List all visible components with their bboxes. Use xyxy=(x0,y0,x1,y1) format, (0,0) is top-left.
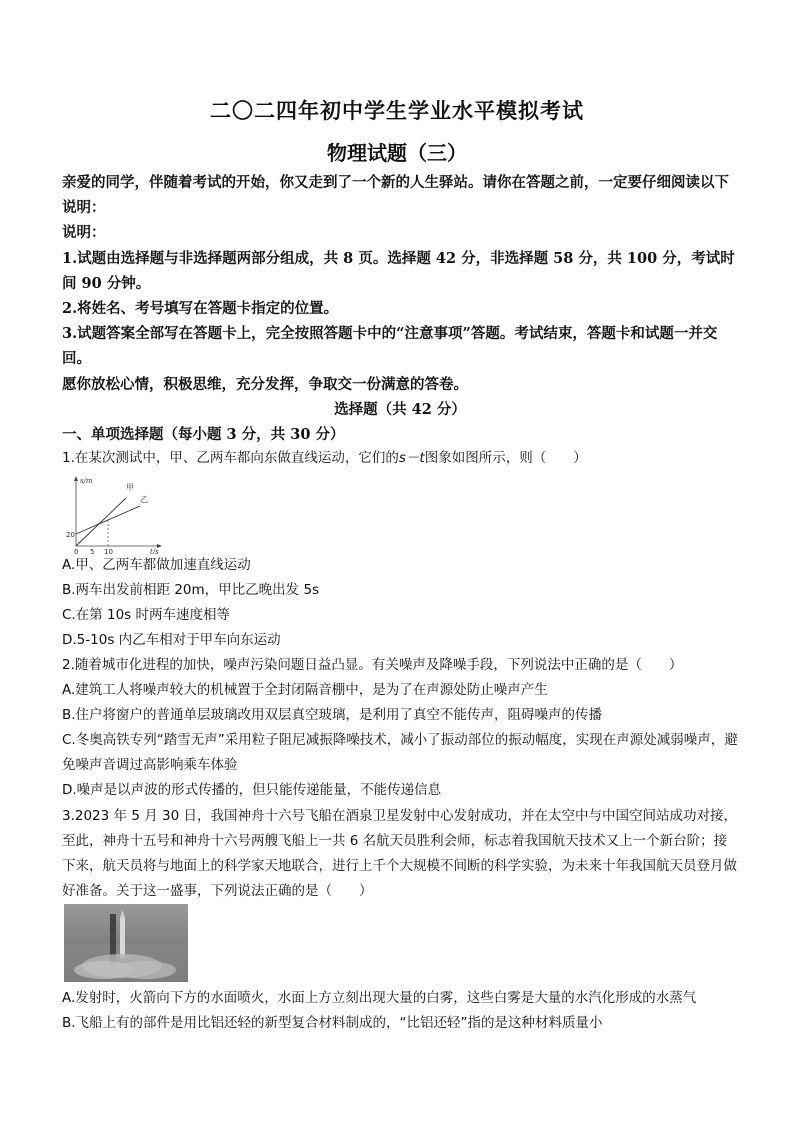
note-item-2: 2.将姓名、考号填写在答题卡指定的位置。 xyxy=(62,300,339,318)
question-2-option-a: A.建筑工人将噪声较大的机械置于全封闭隔音棚中，是为了在声源处防止噪声产生 xyxy=(62,682,548,698)
part-heading: 一、单项选择题（每小题 3 分，共 30 分） xyxy=(62,426,345,444)
question-3-option-b: B.飞船上有的部件是用比铝还轻的新型复合材料制成的，“比铝还轻”指的是这种材料质量小 xyxy=(62,1015,603,1031)
question-1-option-a: A.甲、乙两车都做加速直线运动 xyxy=(62,557,251,573)
graph-xlabel: t/s xyxy=(150,548,159,554)
question-1 xyxy=(62,446,738,471)
exam-subtitle: 物理试题（三） xyxy=(327,141,467,165)
question-1-stem-pre: 1.在某次测试中，甲、乙两车都向东做直线运动，它们的 xyxy=(62,450,399,466)
question-1-stem-post: 图象如图所示，则（ ） xyxy=(424,450,587,466)
notes-label: 说明： xyxy=(62,224,106,242)
graph-ylabel: s/m xyxy=(80,477,93,485)
question-3-stem: 3.2023 年 5 月 30 日，我国神舟十六号飞船在酒泉卫星发射中心发射成功，并在太空中与中国空间站成功对接，至此，神舟十五号和神舟十六号两艘飞船上一共 6 名航天员胜利会师，标志着我国航天技术又上一个新台阶；接下来，航天员将与地面上的科学家天地联合，进行上千个大规模不间断的科学实验，为未来十年我国航天员登月做好准备。关于这一盛事，下列说法正确的是（ ） xyxy=(62,808,737,899)
question-1-option-d: D.5-10s 内乙车相对于甲车向东运动 xyxy=(62,632,281,648)
graph-line-a-label: 甲 xyxy=(126,483,134,492)
question-2-option-d: D.噪声是以声波的形式传播的，但只能传递能量，不能传递信息 xyxy=(62,782,442,798)
question-2-stem: 2.随着城市化进程的加快，噪声污染问题日益凸显。有关噪声及降噪手段，下列说法中正确的是（ ） xyxy=(62,657,683,673)
graph-x-tick-0: 0 xyxy=(74,548,79,554)
line-jia xyxy=(76,498,126,546)
question-3 xyxy=(62,804,738,904)
exam-title: 二〇二四年初中学生学业水平模拟考试 xyxy=(210,98,584,123)
section-heading: 选择题（共 42 分） xyxy=(334,400,466,418)
wish: 愿你放松心情，积极思维，充分发挥，争取交一份满意的答卷。 xyxy=(62,375,468,393)
graph-y-tick-20: 20 xyxy=(66,531,75,539)
s-t-graph xyxy=(62,474,166,554)
graph-x-tick-5: 5 xyxy=(90,548,95,554)
question-2-option-c: C.冬奥高铁专列“踏雪无声”采用粒子阻尼减振降噪技术，减小了振动部位的振动幅度，实现在声源处减弱噪声，避免噪声音调过高影响乘车体验 xyxy=(62,732,738,773)
y-axis-arrow xyxy=(74,476,78,481)
instructions xyxy=(62,170,738,447)
question-1-option-c: C.在第 10s 时两车速度相等 xyxy=(62,607,231,623)
question-1-options xyxy=(62,553,738,653)
question-2 xyxy=(62,653,738,803)
question-1-stem xyxy=(62,446,738,471)
question-3-option-a: A.发射时，火箭向下方的水面喷火，水面上方立刻出现大量的白雾，这些白雾是大量的水汽化形成的水蒸气 xyxy=(62,990,697,1006)
question-1-stem-var: s－t xyxy=(398,450,425,466)
question-3-options xyxy=(62,986,738,1036)
graph-line-b-label: 乙 xyxy=(140,495,148,504)
rocket-launch-photo xyxy=(64,904,188,982)
question-2-option-b: B.住户将窗户的普通单层玻璃改用双层真空玻璃，是利用了真空不能传声，阻碍噪声的传播 xyxy=(62,707,603,723)
greeting: 亲爱的同学，伴随着考试的开始，你又走到了一个新的人生驿站。请你在答题之前，一定要仔细阅读以下说明： xyxy=(62,174,729,217)
question-1-option-b: B.两车出发前相距 20m，甲比乙晚出发 5s xyxy=(62,582,320,598)
note-item-1: 1.试题由选择题与非选择题两部分组成，共 8 页。选择题 42 分，非选择题 58 分，共 100 分，考试时间 90 分钟。 xyxy=(62,249,735,292)
note-item-3: 3.试题答案全部写在答题卡上，完全按照答题卡中的“注意事项”答题。考试结束，答题卡和试题一并交回。 xyxy=(62,325,718,368)
graph-x-tick-10: 10 xyxy=(104,548,113,554)
